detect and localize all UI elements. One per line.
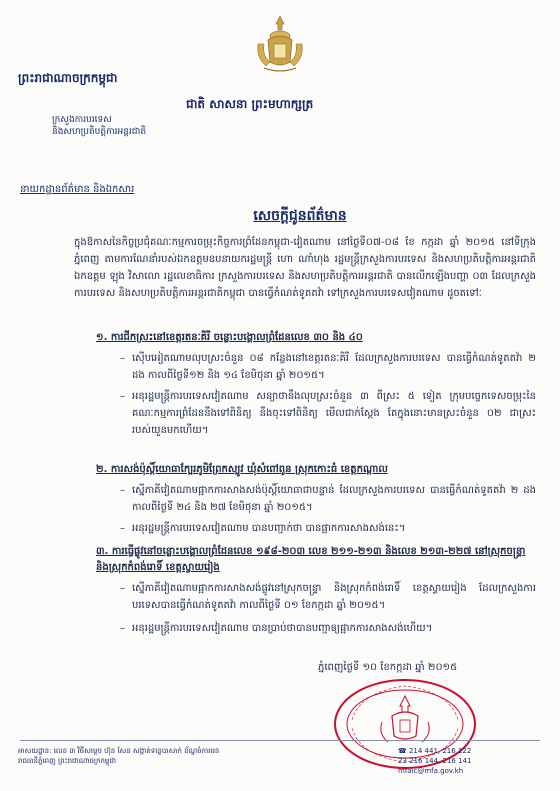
footer-address-line-1 [18,746,318,756]
footer-address [18,746,318,766]
section-2-bullet-2: – អនុរដ្ឋមន្ត្រីការបរទេសវៀតណាម បានបញ្ជាក់ថា បានផ្អាកការសាងសង់នេះ។ [120,523,406,534]
section-2-heading: ២. ការសង់ប៉ុស្តិ៍យោធាក្បែរភូមិព្រែកស្បូវ ឃុំសំពៅពូន ស្រុកកោះធំ ខេត្តកណ្តាល [96,464,388,475]
ministry-line-1: ក្រសួងការបរទេស [52,115,112,125]
footer-contact [398,746,548,776]
department-name: នាយកដ្ឋានព័ត៌មាន និងឯកសារ [20,184,135,195]
kingdom-name: ព្រះរាជាណាចក្រកម្ពុជា [18,71,118,85]
address-label: អាសយដ្ឋាន: [18,747,52,755]
section-3-heading: ៣. ការធ្វើផ្លូវនៅចន្លោះបង្គោលព្រំដែនលេខ ១៩៨-២០៣ លេខ ២១១-២១៣ និងលេខ ២១៣-២២៧ នៅស្រុកចន្ទ្រា និងស្រុកកំពង់រោទិ៍ ខេត្តស្វាយរៀង [96,546,526,573]
section-3-bullet-2: – អនុរដ្ឋមន្ត្រីការបរទេសវៀតណាម បានប្រាប់ថាបានបញ្ជាឲ្យផ្អាកការសាងសង់ហើយ។ [120,623,433,634]
footer-divider [20,740,540,741]
section-2-bullet-1-text: ស្នើភាគីវៀតណាមផ្អាកការសាងសង់ប៉ុស្តិ៍យោធាជាបន្ទាន់ ដែលក្រសួងការបរទេស បានធ្វើកំណត់ទូតតវ៉ា ២ ដង កាលពីថ្ងៃទី ២៤ និង ២៧ ខែមិថុនា ឆ្នាំ ២០១៥។ [132,485,536,513]
section-1-bullet-2: – អនុរដ្ឋមន្ត្រីការបរទេសវៀតណាម សន្យាថានឹងលុបស្រះចំនួន ៣ ពីស្រះ ៥ ទៀត ក្រុមបច្ចេកទេសចម្រុះនៃគណៈកម្មការព្រំដែននឹងទៅពិនិត្យ នឹងចុះទៅពិនិត្យ មើលជាក់ស្តែង តែក្នុងនោះមានស្រះចំនួន ០២ ជាស្រះរបស់យួនមកហើយ។ [120,391,536,436]
section-1-heading: ១. ការជីកស្រះនៅខេត្តរតនៈគិរី ចន្លោះបង្គោលព្រំដែនលេខ ៣០ និង ៤០ [96,332,363,343]
royal-emblem-icon [254,14,306,74]
footer-fax: 23 216 144, 216 141 [398,757,472,765]
section-2-bullet-1: – ស្នើភាគីវៀតណាមផ្អាកការសាងសង់ប៉ុស្តិ៍យោធាជាបន្ទាន់ ដែលក្រសួងការបរទេស បានធ្វើកំណត់ទូតតវ៉ា ២ ដង កាលពីថ្ងៃទី ២៤ និង ២៧ ខែមិថុនា ឆ្នាំ ២០១៥។ [120,485,536,513]
section-3-bullet-1: – ស្នើភាគីវៀតណាមផ្អាកការសាងសង់ផ្លូវនៅស្រុកចន្ទ្រា និងស្រុកកំពង់រោទិ៍ ខេត្តស្វាយរៀង ដែលក្រសួងការបរទេសបានធ្វើកំណត់ទូតតវ៉ា កាលពីថ្ងៃទី ០១ ខែកក្កដា ឆ្នាំ ២០១៥។ [120,583,536,611]
section-3-bullet-1-text: ស្នើភាគីវៀតណាមផ្អាកការសាងសង់ផ្លូវនៅស្រុកចន្ទ្រា និងស្រុកកំពង់រោទិ៍ ខេត្តស្វាយរៀង ដែលក្រសួងការបរទេសបានធ្វើកំណត់ទូតតវ៉ា កាលពីថ្ងៃទី ០១ ខែកក្កដា ឆ្នាំ ២០១៥។ [132,583,536,611]
document-title: សេចក្តីជូនព័ត៌មាន [253,208,347,224]
address-text: លេខ ៣ វិថីសម្តេច ហ៊ុន សែន សង្កាត់ទន្លេបាសាក់ ខ័ណ្ឌចំការមន [53,747,220,755]
ministry-name [52,114,182,138]
footer-tel: ☎ 214 441, 216 122 [398,747,472,755]
ministry-line-2: និងសហប្រតិបត្តិការអន្តរជាតិ [52,127,147,137]
intro-paragraph: ក្នុងឱកាសនៃកិច្ចប្រជុំគណៈកម្មការចម្រុះកិច្ចការព្រំដែនកម្ពុជា-វៀតណាម នៅថ្ងៃទី០៧-០៨ ខែ កក្កដា ឆ្នាំ ២០១៥ នៅទីក្រុងភ្នំពេញ តាមការណែនាំរបស់ឯកឧត្តមឧបនាយករដ្ឋមន្ត្រី ហោ ណាំហុង រដ្ឋមន្ត្រីក្រសួងការបរទេស និងសហប្រតិបត្តិការអន្តរជាតិ ឯកឧត្តម ឡុង វិសាលោ រដ្ឋលេខាធិការ ក្រសួងការបរទេស និងសហប្រតិបត្តិការអន្តរជាតិ បានលើកឡើងបញ្ហា ០៣ ដែលក្រសួងការបរទេស និងសហប្រតិបត្តិការអន្តរជាតិកម្ពុជា បានធ្វើកំណត់ទូតតវ៉ា ទៅក្រសួងការបរទេសវៀតណាម ដូចតទៅៈ [74,237,536,299]
footer-email[interactable]: mfaic@mfa.gov.kh [398,767,464,775]
section-1-bullet-1-text: ស៊ើបអៀតណាមលុបស្រះចំនួន ០៨ កន្លែងនៅខេត្តរតនៈគិរី ដែលក្រសួងការបរទេស បានធ្វើកំណត់ទូតតវ៉ា ២ ដង កាលពីថ្ងៃទី១២ និង ១៤ ខែមិថុនា ឆ្នាំ ២០១៥។ [132,353,536,381]
date-line: ភ្នំពេញថ្ងៃទី ១០ ខែកក្កដា ឆ្នាំ ២០១៥ [318,662,458,673]
section-1-bullet-2-text: អនុរដ្ឋមន្ត្រីការបរទេសវៀតណាម សន្យាថានឹងលុបស្រះចំនួន ៣ ពីស្រះ ៥ ទៀត ក្រុមបច្ចេកទេសចម្រុះនៃគណៈកម្មការព្រំដែននឹងទៅពិនិត្យ នឹងចុះទៅពិនិត្យ មើលជាក់ស្តែង តែក្នុងនោះមានស្រះចំនួន ០២ ជាស្រះរបស់យួនមកហើយ។ [132,391,536,436]
section-2-bullet-2-text: អនុរដ្ឋមន្ត្រីការបរទេសវៀតណាម បានបញ្ជាក់ថា បានផ្អាកការសាងសង់នេះ។ [132,523,406,534]
section-3-bullet-2-text: អនុរដ្ឋមន្ត្រីការបរទេសវៀតណាម បានប្រាប់ថាបានបញ្ជាឲ្យផ្អាកការសាងសង់ហើយ។ [132,623,433,634]
footer-address-line-2: រាជធានីភ្នំពេញ ព្រះរាជាណាចក្រកម្ពុជា [18,757,116,765]
section-1-bullet-1: – ស៊ើបអៀតណាមលុបស្រះចំនួន ០៨ កន្លែងនៅខេត្តរតនៈគិរី ដែលក្រសួងការបរទេស បានធ្វើកំណត់ទូតតវ៉ា ២ ដង កាលពីថ្ងៃទី១២ និង ១៤ ខែមិថុនា ឆ្នាំ ២០១៥។ [120,353,536,381]
national-motto: ជាតិ សាសនា ព្រះមហាក្សត្រ [186,97,314,111]
